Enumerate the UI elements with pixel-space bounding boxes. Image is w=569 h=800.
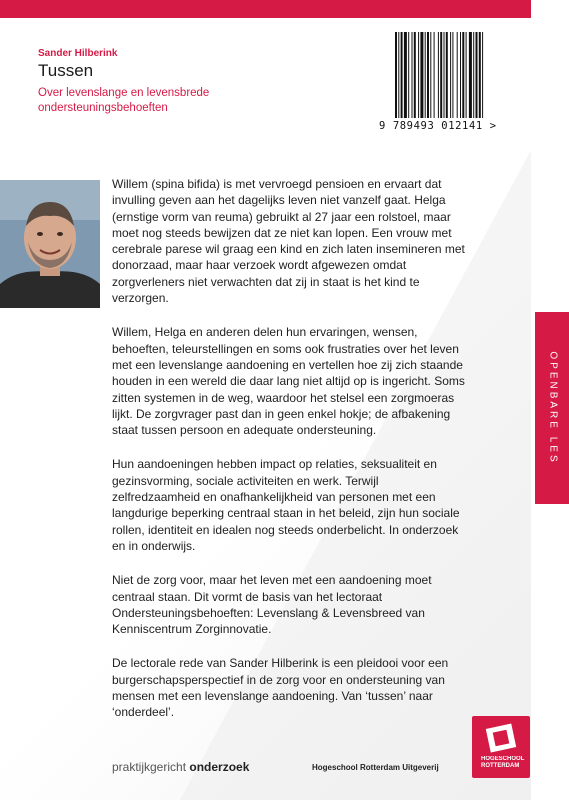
top-accent-bar bbox=[0, 0, 531, 18]
barcode-bar bbox=[404, 32, 407, 118]
series-tab-label: OPENBARE LES bbox=[547, 351, 559, 465]
blurb-text bbox=[112, 176, 467, 739]
barcode-bar bbox=[466, 32, 467, 118]
barcode-bar bbox=[418, 32, 419, 118]
barcode-bar bbox=[476, 32, 478, 118]
series-name-bold: onderzoek bbox=[189, 760, 250, 774]
barcode-bar bbox=[452, 32, 453, 118]
barcode-bar bbox=[414, 32, 416, 118]
author-portrait-illustration bbox=[0, 180, 100, 308]
author-photo bbox=[0, 180, 100, 308]
isbn-number: 9 789493 012141 > bbox=[379, 120, 497, 132]
barcode-bar bbox=[462, 32, 464, 118]
book-title: Tussen bbox=[38, 61, 94, 80]
blurb-paragraph: Hun aandoeningen hebben impact op relaties, seksualiteit en gezinsvorming, sociale activiteiten en werk. Terwijl zelfredzaamheid en onafhankelijkheid van personen met een langdurige beperking centraal staan in het beleid, zijn hun sociale rollen, identiteit en idealen nog steeds onderbelicht. In onderzoek en in onderwijs. bbox=[112, 457, 460, 553]
logo-text: HOGESCHOOL ROTTERDAM bbox=[481, 756, 525, 769]
publisher-name: Hogeschool Rotterdam Uitgeverij bbox=[312, 763, 439, 772]
barcode-bar bbox=[434, 32, 435, 118]
barcode-bar bbox=[420, 32, 423, 118]
barcode-bar bbox=[427, 32, 429, 118]
barcode-bar bbox=[408, 32, 409, 118]
blurb-paragraph: Willem, Helga en anderen delen hun ervaringen, wensen, behoeften, teleurstellingen en soms ook frustraties over het leven met een levenslange aandoening en vertellen hoe zij zich staande houden in een wereld die daar lang niet altijd op is ingericht. Soms zitten systemen in de weg, waardoor het stelsel een zorgmoeras lijkt. De zorgvrager past dan in geen enkel hokje; de afbakening staat tussen persoon en adequate ondersteuning. bbox=[112, 325, 465, 438]
barcode-bar bbox=[412, 32, 413, 118]
series-name bbox=[112, 760, 249, 774]
hogeschool-logo bbox=[472, 716, 530, 778]
barcode-bar bbox=[450, 32, 451, 118]
barcode-bar bbox=[479, 32, 481, 118]
book-subtitle: Over levenslange en levensbrede ondersteuningsbehoeften bbox=[38, 87, 210, 114]
series-name-light: praktijkgericht bbox=[112, 760, 190, 774]
barcode-bar bbox=[482, 32, 483, 118]
blurb-paragraph: De lectorale rede van Sander Hilberink is een pleidooi voor een burgerschapsperspectief in de zorg voor en ondersteuning van mensen met een levenslange aandoening. Van ‘tussen’ naar ‘onderdeel’. bbox=[112, 656, 449, 720]
barcode-bar bbox=[460, 32, 461, 118]
barcode-bar bbox=[398, 32, 399, 118]
barcode-bar bbox=[440, 32, 442, 118]
blurb-paragraph: Niet de zorg voor, maar het leven met een aandoening moet centraal staan. Dit vormt de basis van het lectoraat Ondersteuningsbehoeften: Levenslang & Levensbreed van Kenniscentrum Zorginnovatie. bbox=[112, 573, 432, 637]
barcode-bar bbox=[457, 32, 458, 118]
author-name: Sander Hilberink bbox=[38, 48, 118, 59]
barcode-bar bbox=[401, 32, 403, 118]
barcode-bar bbox=[430, 32, 431, 118]
barcode-bar bbox=[395, 32, 397, 118]
isbn-barcode bbox=[395, 32, 523, 118]
barcode-bar bbox=[444, 32, 445, 118]
barcode-bar bbox=[446, 32, 448, 118]
barcode-bar bbox=[469, 32, 472, 118]
blurb-paragraph: Willem (spina bifida) is met vervroegd pensioen en ervaart dat invulling geven aan het dagelijks leven niet vanzelf gaat. Helga (ernstige vorm van reuma) gebruikt al 27 jaar een rolstoel, maar moet nog steeds bewijzen dat ze niet kan lopen. Een vrouw met cerebrale parese wil graag een kind en zich laten insemineren met donorzaad, maar haar verzoek wordt afgewezen omdat zorgverleners niet verwachten dat zij in staat is het kind te verzorgen. bbox=[112, 177, 465, 306]
barcode-bar bbox=[473, 32, 474, 118]
barcode-bar bbox=[438, 32, 439, 118]
barcode-bar bbox=[425, 32, 426, 118]
